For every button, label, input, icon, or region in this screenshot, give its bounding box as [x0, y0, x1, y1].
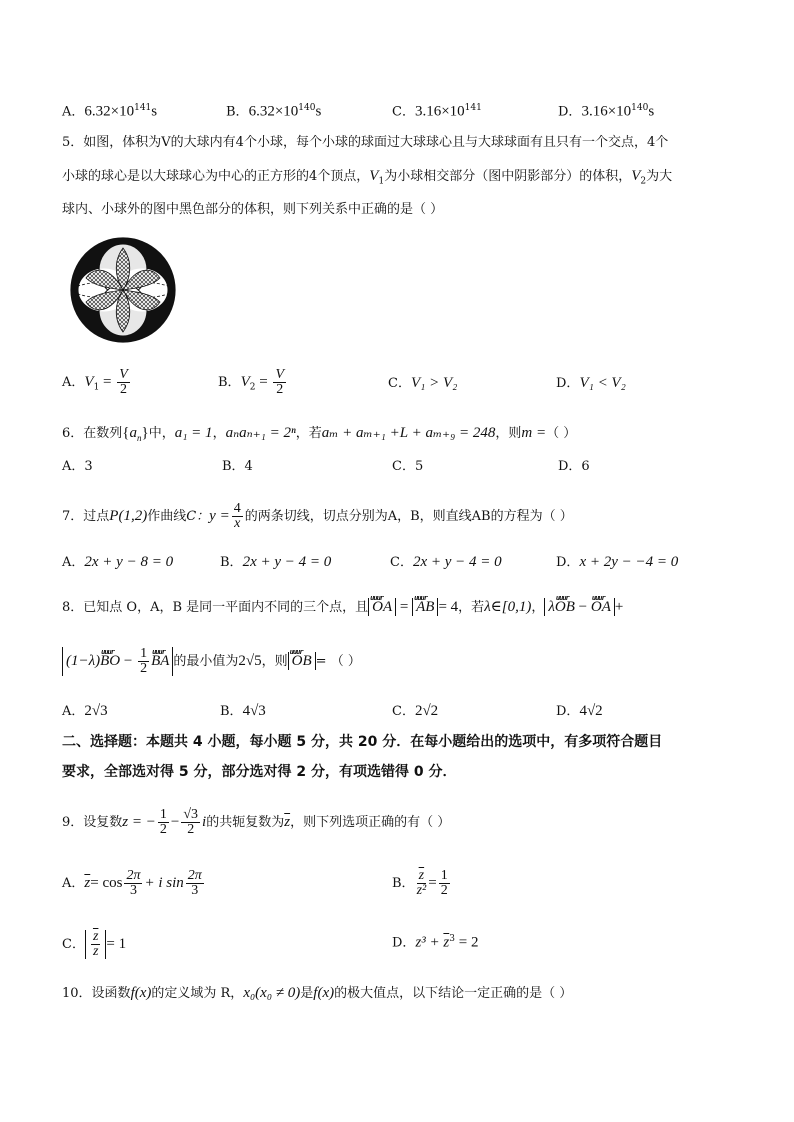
q6-option-a: A．3	[62, 459, 93, 474]
section-heading-line-1: 二、选择题：本题共 4 小题，每小题 5 分，共 20 分．在每小题给出的选项中，有多项符合题目	[62, 734, 663, 750]
q6-stem: 6．在数列$\{a_n\}$中，a₁ = 1，aₙaₙ₊₁ = 2ⁿ，若aₘ + aₘ₊₁ +L + aₘ₊₉ = 248，则m =（ ）	[62, 425, 577, 443]
q8-stem-line-2: (1−λ)uuur BO − $\frac{1}{2}$ uuur BA 的最小值为2√5，则 uuur OB = （ ）	[62, 647, 361, 676]
q7-option-d: D．x + 2y − −4 = 0	[556, 554, 679, 570]
q7-option-b: B．2x + y − 4 = 0	[220, 554, 332, 570]
q5-option-c: C．V₁ > V₂	[388, 375, 458, 391]
section-heading-line-2: 要求，全部选对得 5 分，部分选对得 2 分，有项选错得 0 分．	[62, 764, 457, 780]
q10-stem: 10．设函数f(x)的定义域为 R，x₀(x₀ ≠ 0)是f(x)的极大值点，以下结论一定正确的是（ ）	[62, 985, 573, 1001]
q7-option-a: A．2x + y − 8 = 0	[62, 554, 174, 570]
q8-option-a: A．2√3	[62, 703, 108, 719]
q8-option-d: D．4√2	[556, 703, 603, 719]
q5-option-b: B．$V_2$ = $\frac{V}{2}$	[218, 367, 284, 397]
q5-option-a: A．$V_1$ = $\frac{V}{2}$	[62, 367, 128, 397]
q8-option-b: B．4√3	[220, 703, 266, 719]
q5-option-d: D．V₁ < V₂	[556, 375, 626, 391]
q8-stem-line-1: 8．已知点 O，A，B 是同一平面内不同的三个点，且 uuur OA = uuur AB = 4，若λ∈[0,1)， λuuur OB − uuur OA +	[62, 598, 623, 617]
q6-option-d: D．6	[558, 459, 590, 474]
q7-stem: 7．过点P(1,2)作曲线C：y = $\frac{4}{x}$ 的两条切线，切点分别为A，B，则直线AB的方程为（ ）	[62, 501, 573, 531]
q5-line-2: 小球的球心是以大球球心为中心的正方形的4个顶点，$V_1$为小球相交部分（图中阴影部分）的体积，$V_2$为大	[62, 168, 673, 187]
q9-stem: 9．设复数z = − $\frac{1}{2}$ − $\frac{√3}{2}$ i的共轭复数为$\overline{z}$，则下列选项正确的有（ ）	[62, 807, 451, 837]
sphere-figure	[64, 236, 182, 344]
q7-option-c: C．2x + y − 4 = 0	[390, 554, 502, 570]
q6-option-b: B．4	[222, 459, 253, 474]
q4-option-b: B．$6.32\times 10^{140}s$	[226, 103, 322, 120]
q4-option-d: D．$3.16\times 10^{140}s$	[558, 103, 655, 120]
q6-option-c: C．5	[392, 459, 424, 474]
q4-option-a: A．$6.32\times 10^{141}s$	[62, 103, 158, 120]
q9-option-b: B． $\frac{\overline{z}}{\text{z²}}$ = $\frac{1}{2}$	[392, 868, 448, 898]
q5-line-1: 5．如图，体积为V的大球内有4个小球，每个小球的球面过大球球心且与大球球面有且只有一个交点，4个	[62, 135, 669, 150]
q4-option-c: C．$3.16\times 10^{141}$	[392, 103, 482, 120]
q5-line-3: 球内、小球外的图中黑色部分的体积，则下列关系中正确的是（ ）	[62, 202, 444, 217]
q9-option-d: D．$z^3 + \overline{z}^3 = 2$	[392, 934, 479, 951]
q9-option-a: A．$\overline{z}= \cos$ $\frac{2\pi}{3}$ + i sin $\frac{2\pi}{3}$	[62, 868, 202, 898]
q8-option-c: C．2√2	[392, 703, 439, 719]
q9-option-c: C． $\frac{\overline{z}}{z}$ = 1	[62, 929, 127, 959]
